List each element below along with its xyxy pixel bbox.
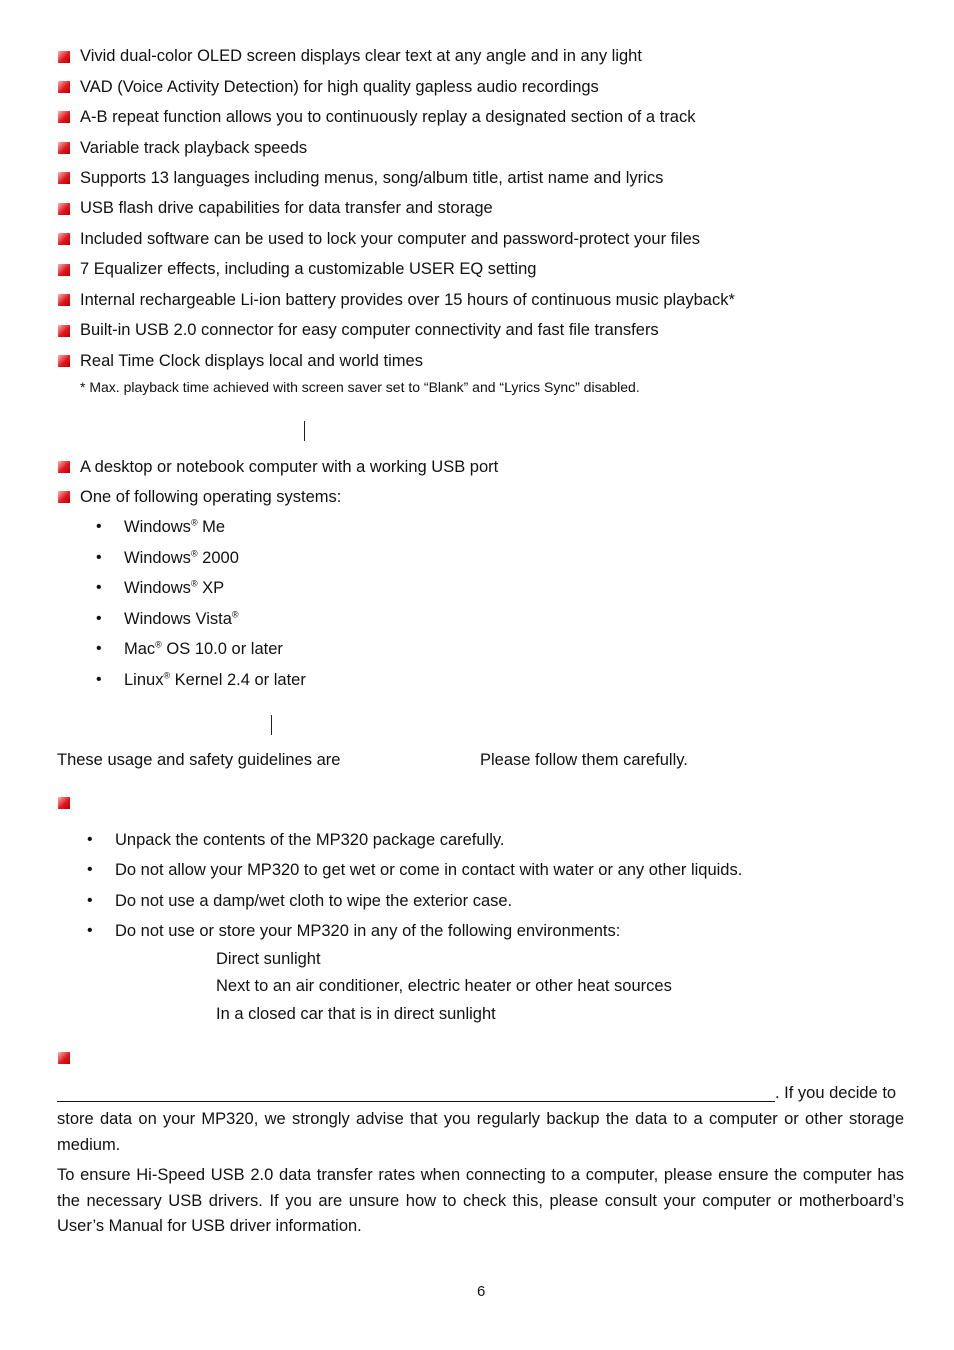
feature-item: VAD (Voice Activity Detection) for high quality gapless audio recordings xyxy=(80,78,599,96)
backup-paragraph: store data on your MP320, we strongly advise that you regularly backup the data to a computer or other storage medium. xyxy=(57,1110,904,1154)
red-square-bullet-icon xyxy=(58,142,70,154)
os-item: Windows® 2000 xyxy=(124,548,239,567)
red-square-bullet-icon xyxy=(58,203,70,215)
bullet-dot-icon: • xyxy=(96,610,102,627)
requirement-item: A desktop or notebook computer with a working USB port xyxy=(80,458,499,476)
underlined-blank xyxy=(57,1101,775,1102)
os-item: Mac® OS 10.0 or later xyxy=(124,639,283,658)
feature-item: Variable track playback speeds xyxy=(80,139,308,157)
bullet-dot-icon: • xyxy=(96,640,102,657)
usb-driver-paragraph: To ensure Hi-Speed USB 2.0 data transfer rates when connecting to a computer, please ensure the computer has the necessary USB drivers. If you are unsure how to check this, please consult your computer or motherboard’s User’s Manual for USB driver information. xyxy=(57,1166,904,1235)
feature-item: Built-in USB 2.0 connector for easy computer connectivity and fast file transfers xyxy=(80,321,659,339)
red-square-bullet-icon xyxy=(58,81,70,93)
environment-item: Next to an air conditioner, electric heater or other heat sources xyxy=(216,977,672,995)
os-item: Windows® XP xyxy=(124,578,225,597)
os-item: Windows® Me xyxy=(124,517,226,536)
feature-item: Supports 13 languages including menus, song/album title, artist name and lyrics xyxy=(80,169,664,187)
safety-intro-left: These usage and safety guidelines are xyxy=(57,751,341,769)
red-square-bullet-icon xyxy=(58,264,70,276)
environment-item: Direct sunlight xyxy=(216,950,321,968)
os-item: Linux® Kernel 2.4 or later xyxy=(124,670,306,689)
backup-tail: . If you decide to xyxy=(775,1084,897,1102)
general-use-item: Do not use or store your MP320 in any of the following environments: xyxy=(115,922,621,940)
red-square-bullet-icon xyxy=(58,461,70,473)
general-use-item: Do not use a damp/wet cloth to wipe the exterior case. xyxy=(115,892,513,910)
os-item: Windows Vista® xyxy=(124,609,239,628)
bullet-dot-icon: • xyxy=(87,922,93,939)
red-square-bullet-icon xyxy=(58,491,70,503)
red-square-bullet-icon xyxy=(58,325,70,337)
page-number: 6 xyxy=(477,1283,486,1300)
red-square-bullet-icon xyxy=(58,111,70,123)
bullet-dot-icon: • xyxy=(96,671,102,688)
general-use-item: Unpack the contents of the MP320 package carefully. xyxy=(115,831,505,849)
safety-intro-right: Please follow them carefully. xyxy=(480,751,688,769)
feature-item: Vivid dual-color OLED screen displays clear text at any angle and in any light xyxy=(80,47,642,65)
bullet-dot-icon: • xyxy=(96,518,102,535)
feature-item: A-B repeat function allows you to continuously replay a designated section of a track xyxy=(80,108,696,126)
red-square-bullet-icon xyxy=(58,797,70,809)
feature-item: USB flash drive capabilities for data transfer and storage xyxy=(80,199,493,217)
feature-item: Real Time Clock displays local and world times xyxy=(80,352,423,370)
heading-divider xyxy=(271,715,272,735)
red-square-bullet-icon xyxy=(58,294,70,306)
red-square-bullet-icon xyxy=(58,1052,70,1064)
bullet-dot-icon: • xyxy=(87,892,93,909)
general-use-item: Do not allow your MP320 to get wet or come in contact with water or any other liquids. xyxy=(115,861,743,879)
red-square-bullet-icon xyxy=(58,233,70,245)
feature-item: 7 Equalizer effects, including a customizable USER EQ setting xyxy=(80,260,537,278)
red-square-bullet-icon xyxy=(58,355,70,367)
bullet-dot-icon: • xyxy=(87,831,93,848)
bullet-dot-icon: • xyxy=(96,549,102,566)
feature-item: Included software can be used to lock your computer and password-protect your files xyxy=(80,230,700,248)
feature-item: Internal rechargeable Li-ion battery provides over 15 hours of continuous music playback* xyxy=(80,291,735,309)
environment-item: In a closed car that is in direct sunlight xyxy=(216,1005,496,1023)
bullet-dot-icon: • xyxy=(87,861,93,878)
footnote: * Max. playback time achieved with screen saver set to “Blank” and “Lyrics Sync” disabled. xyxy=(80,379,640,395)
red-square-bullet-icon xyxy=(58,172,70,184)
requirement-item: One of following operating systems: xyxy=(80,488,342,506)
bullet-dot-icon: • xyxy=(96,579,102,596)
heading-divider xyxy=(304,421,305,441)
red-square-bullet-icon xyxy=(58,51,70,63)
